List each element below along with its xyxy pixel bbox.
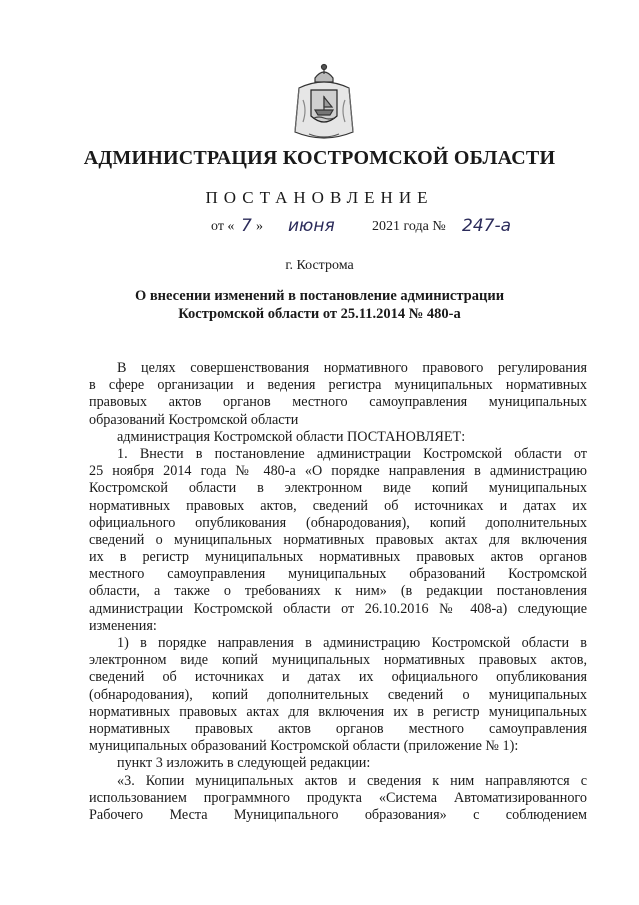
- body-line: правовых актов органов местного самоуправления муниципальных: [89, 394, 587, 411]
- body-line: пункт 3 изложить в следующей редакции:: [117, 755, 371, 772]
- body-line: муниципальных образований Костромской области (приложение № 1):: [89, 738, 519, 755]
- date-line: [0, 216, 639, 246]
- handwritten-month: июня: [288, 216, 335, 236]
- body-line: в сфере организации и ведения регистра муниципальных нормативных: [89, 377, 587, 394]
- body-line: 1. Внести в постановление администрации Костромской области от: [117, 445, 587, 462]
- date-mid: »: [256, 219, 263, 234]
- document-title-line-2: Костромской области от 25.11.2014 № 480-а: [178, 306, 461, 322]
- document-body: [89, 360, 587, 824]
- body-line: 25 ноября 2014 года № 480-а «О порядке направления в администрацию: [89, 463, 587, 480]
- handwritten-day: 7: [241, 216, 252, 236]
- date-prefix: от «: [211, 219, 235, 234]
- body-line: администрация Костромской области ПОСТАНОВЛЯЕТ:: [117, 428, 466, 445]
- body-line: использованием программного продукта «Система Автоматизированного: [89, 789, 587, 806]
- body-line: администрации Костромской области от 26.10.2016 № 408-а) следующие: [89, 600, 587, 617]
- body-line: сведений об источниках и датах их официального опубликования: [89, 669, 587, 686]
- body-line: области, а также о требованиях к ним» (в редакции постановления: [89, 583, 587, 600]
- body-line: нормативных правовых актов органов местного самоуправления: [89, 720, 587, 737]
- body-line: Костромской области в электронном виде копий муниципальных: [89, 480, 587, 497]
- body-line: (обнародования), копий дополнительных сведений о муниципальных: [89, 686, 587, 703]
- year-text: 2021 года №: [372, 219, 446, 234]
- body-line: сведений о муниципальных нормативных правовых актах для включения: [89, 531, 587, 548]
- body-line: образований Костромской области: [89, 411, 299, 428]
- body-line: изменения:: [89, 617, 157, 634]
- body-line: их в регистр муниципальных нормативных правовых актов органов: [89, 549, 587, 566]
- body-line: электронном виде копий муниципальных нормативных правовых актов,: [89, 652, 587, 669]
- coat-of-arms-emblem: [289, 60, 359, 144]
- body-line: местного самоуправления муниципальных образований Костромской: [89, 566, 587, 583]
- handwritten-number: 247-а: [462, 216, 511, 236]
- body-line: «3. Копии муниципальных актов и сведения к ним направляются с: [117, 772, 587, 789]
- organization-title: АДМИНИСТРАЦИЯ КОСТРОМСКОЙ ОБЛАСТИ: [83, 147, 556, 169]
- document-type: ПОСТАНОВЛЕНИЕ: [205, 188, 434, 207]
- body-line: официального опубликования (обнародования), копий дополнительных: [89, 514, 587, 531]
- body-line: В целях совершенствования нормативного правового регулирования: [117, 360, 587, 376]
- city: г. Кострома: [285, 258, 354, 273]
- body-line: Рабочего Места Муниципального образования» с соблюдением: [89, 806, 587, 823]
- body-line: нормативных правовых актах для включения их в регистр муниципальных: [89, 703, 587, 720]
- document-title-line-1: О внесении изменений в постановление администрации: [134, 288, 505, 304]
- body-line: нормативных правовых актов, сведений об источниках и датах их: [89, 497, 587, 514]
- body-line: 1) в порядке направления в администрацию Костромской области в: [117, 635, 587, 651]
